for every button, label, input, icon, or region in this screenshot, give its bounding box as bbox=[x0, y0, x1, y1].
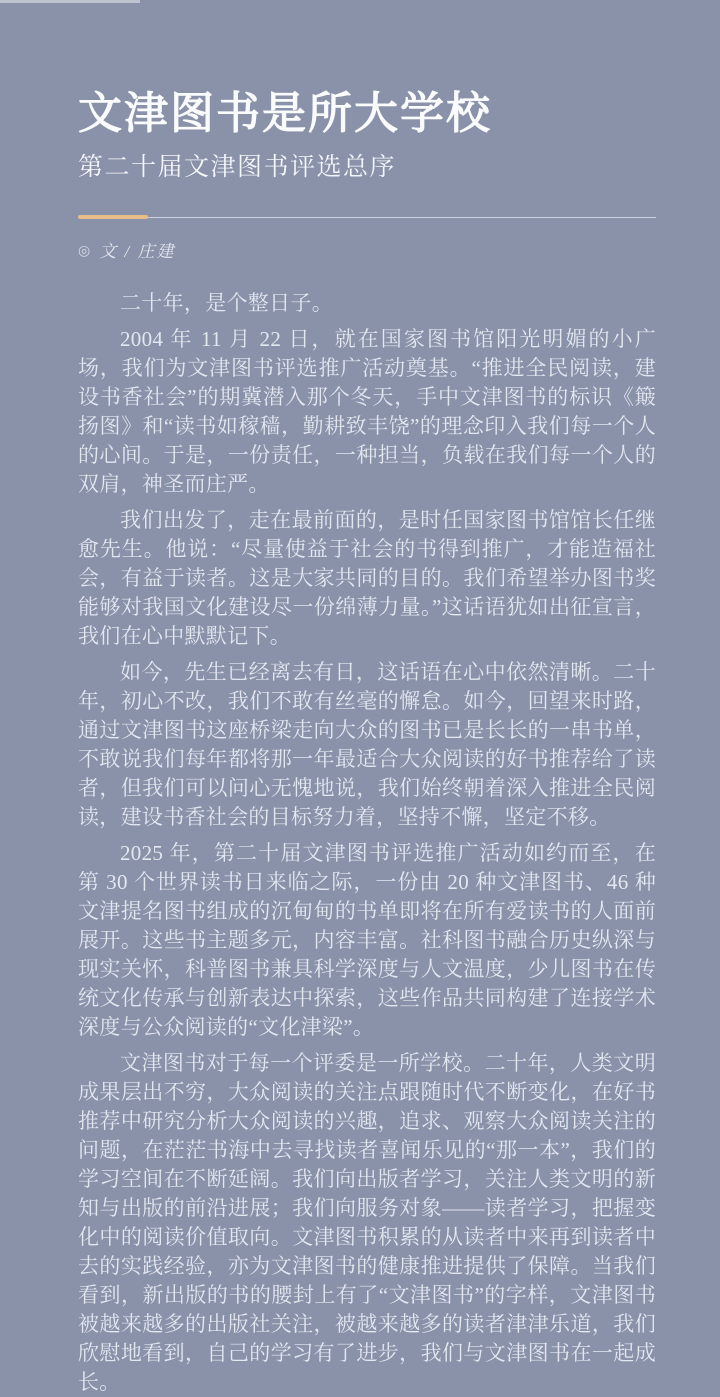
divider-accent-bar bbox=[78, 215, 148, 219]
byline bbox=[78, 241, 656, 263]
page-title: 文津图书是所大学校 bbox=[78, 89, 492, 138]
divider bbox=[78, 215, 656, 219]
paragraph-5: 2025 年，第二十届文津图书评选推广活动如约而至，在第 30 个世界读书日来临之际，一份由 20 种文津图书、46 种文津提名图书组成的沉甸甸的书单即将在所有爱读书的人面前展开。这些书主题多元，内容丰富。社科图书融合历史纵深与现实关怀，科普图书兼具科学深度与人文温度，少儿图书在传统文化传承与创新表达中探索，这些作品共同构建了连接学术深度与公众阅读的“文化津梁”。 bbox=[78, 841, 656, 1040]
byline-author: 文 / 庄建 bbox=[99, 242, 176, 262]
page-subtitle: 第二十届文津图书评选总序 bbox=[78, 153, 397, 182]
paragraph-2: 2004 年 11 月 22 日，就在国家图书馆阳光明媚的小广场，我们为文津图书评选推广活动奠基。“推进全民阅读，建设书香社会”的期冀潜入那个冬天，手中文津图书的标识《簸扬图》和“读书如稼穑，勤耕致丰饶”的理念印入我们每一个人的心间。于是，一份责任，一种担当，负载在我们每一个人的双肩，神圣而庄严。 bbox=[78, 327, 656, 497]
paragraph-4: 如今，先生已经离去有日，这话语在心中依然清晰。二十年，初心不改，我们不敢有丝毫的懈怠。如今，回望来时路，通过文津图书这座桥梁走向大众的图书已是长长的一串书单，不敢说我们每年都将那一年最适合大众阅读的好书推荐给了读者，但我们可以问心无愧地说，我们始终朝着深入推进全民阅读，建设书香社会的目标努力着，坚持不懈，坚定不移。 bbox=[78, 660, 656, 830]
paragraph-3: 我们出发了，走在最前面的，是时任国家图书馆馆长任继愈先生。他说：“尽量使益于社会的书得到推广，才能造福社会，有益于读者。这是大家共同的目的。我们希望举办图书奖能够对我国文化建设尽一份绵薄力量。”这话语犹如出征宣言，我们在心中默默记下。 bbox=[78, 508, 656, 649]
paragraph-1: 二十年，是个整日子。 bbox=[120, 291, 333, 316]
divider-line bbox=[148, 217, 656, 218]
byline-marker-icon: ◎ bbox=[78, 244, 93, 260]
top-edge-artifact bbox=[0, 0, 140, 3]
paragraph-6: 文津图书对于每一个评委是一所学校。二十年，人类文明成果层出不穷，大众阅读的关注点跟随时代不断变化，在好书推荐中研究分析大众阅读的兴趣，追求、观察大众阅读关注的问题，在茫茫书海中去寻找读者喜闻乐见的“那一本”，我们的学习空间在不断延阔。我们向出版者学习，关注人类文明的新知与出版的前沿进展；我们向服务对象——读者学习，把握变化中的阅读价值取向。文津图书积累的从读者中来再到读者中去的实践经验，亦为文津图书的健康推进提供了保障。当我们看到，新出版的书的腰封上有了“文津图书”的字样，文津图书被越来越多的出版社关注，被越来越多的读者津津乐道，我们欣慰地看到，自己的学习有了进步，我们与文津图书在一起成长。 bbox=[78, 1051, 656, 1395]
article-body bbox=[78, 289, 656, 1397]
article-header bbox=[78, 90, 656, 263]
